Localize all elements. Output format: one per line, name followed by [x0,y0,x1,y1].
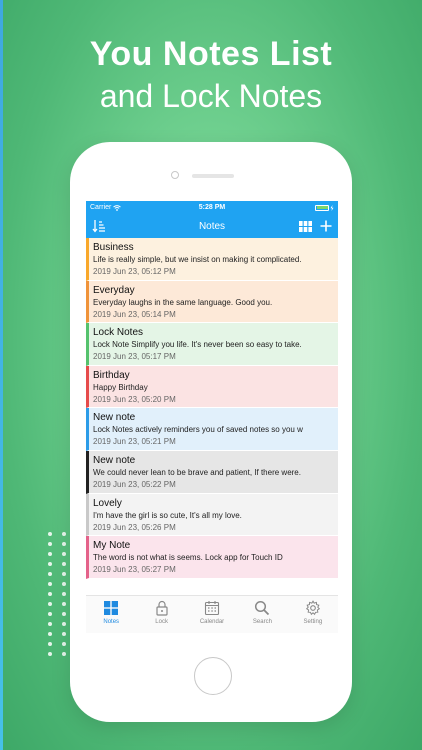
status-time: 5:28 PM [198,204,226,211]
decorative-dot [62,582,66,586]
tab-label: Setting [303,619,323,625]
note-title: My Note [93,540,131,552]
note-title: Birthday [93,369,130,381]
grid-icon [103,600,119,616]
note-body: Happy Birthday [93,382,148,392]
nav-title: Notes [198,220,226,232]
decorative-dot [48,642,52,646]
note-date: 2019 Jun 23, 05:20 PM [93,394,176,404]
note-date: 2019 Jun 23, 05:21 PM [93,437,176,447]
home-button [194,657,232,695]
decorative-dot [62,632,66,636]
decorative-dot [48,652,52,656]
add-note-icon[interactable] [320,220,332,232]
decorative-dot [62,552,66,556]
tab-label: Calendar [199,619,225,625]
lock-icon [154,600,170,616]
tab-setting[interactable] [288,596,338,633]
note-date: 2019 Jun 23, 05:22 PM [93,479,176,489]
decorative-dot [62,572,66,576]
note-date: 2019 Jun 23, 05:27 PM [93,565,176,575]
tab-bar [86,595,338,633]
headline-line-2: and Lock Notes [99,78,323,114]
search-icon [254,600,270,616]
note-title: Lovely [93,497,122,509]
decorative-dot [48,562,52,566]
tab-calendar[interactable] [187,596,237,633]
decorative-dot [62,602,66,606]
decorative-dot [62,622,66,626]
note-title: New note [93,454,136,466]
note-date: 2019 Jun 23, 05:14 PM [93,309,176,319]
note-body: I'm have the girl is so cute, It's all my love. [93,510,242,520]
note-date: 2019 Jun 23, 05:12 PM [93,267,176,276]
note-row[interactable] [86,494,338,537]
note-title: Everyday [93,284,135,296]
decorative-dot [62,592,66,596]
tab-lock[interactable] [136,596,186,633]
decorative-dot [48,532,52,536]
tab-label: Notes [103,619,120,625]
decorative-dot [62,612,66,616]
decorative-dot [62,532,66,536]
note-body: Lock Note Simplify you life. It's never been so easy to take. [93,340,302,350]
notes-list [86,238,338,595]
note-row[interactable] [86,451,338,494]
decorative-dot [48,592,52,596]
nav-bar [86,214,338,238]
headline-line-1: You Notes List [89,35,333,73]
tab-search[interactable] [237,596,287,633]
decorative-dot [48,602,52,606]
tab-label: Lock [155,619,168,625]
tab-notes[interactable] [86,596,136,633]
note-body: Lock Notes actively reminders you of saved notes so you w [93,425,303,435]
note-date: 2019 Jun 23, 05:17 PM [93,352,176,362]
phone-speaker [192,174,234,178]
decorative-dot [62,642,66,646]
note-row[interactable] [86,238,338,281]
decorative-dot [48,582,52,586]
phone-camera [171,171,179,179]
note-row[interactable] [86,323,338,366]
decorative-dot [48,572,52,576]
decorative-dot [62,562,66,566]
note-body: We could never lean to be brave and patient, If there were. [93,467,301,477]
note-body: Everyday laughs in the same language. Good you. [93,297,273,307]
note-row[interactable] [86,536,338,579]
decorative-dot [48,622,52,626]
phone-frame [70,142,352,722]
decorative-dot [48,612,52,616]
note-title: Lock Notes [93,327,144,339]
note-date: 2019 Jun 23, 05:26 PM [93,522,176,532]
note-title: New note [93,412,136,424]
calendar-icon [204,600,220,616]
note-title: Business [93,242,134,253]
decorative-dot [48,632,52,636]
note-row[interactable] [86,408,338,451]
decorative-dot [62,652,66,656]
note-row[interactable] [86,366,338,409]
tab-label: Search [252,619,272,625]
headline [0,34,422,116]
decorative-dot [48,542,52,546]
decorative-dot [48,552,52,556]
grid-view-icon[interactable] [299,221,312,232]
sort-icon[interactable] [92,219,106,233]
gear-icon [305,600,321,616]
carrier-label: Carrier [90,204,112,211]
note-row[interactable] [86,281,338,324]
app-screen [86,201,338,633]
status-bar [86,201,338,214]
decorative-dot [62,542,66,546]
note-body: Life is really simple, but we insist on making it complicated. [93,255,302,264]
note-body: The word is not what is seems. Lock app for Touch ID [93,553,283,563]
